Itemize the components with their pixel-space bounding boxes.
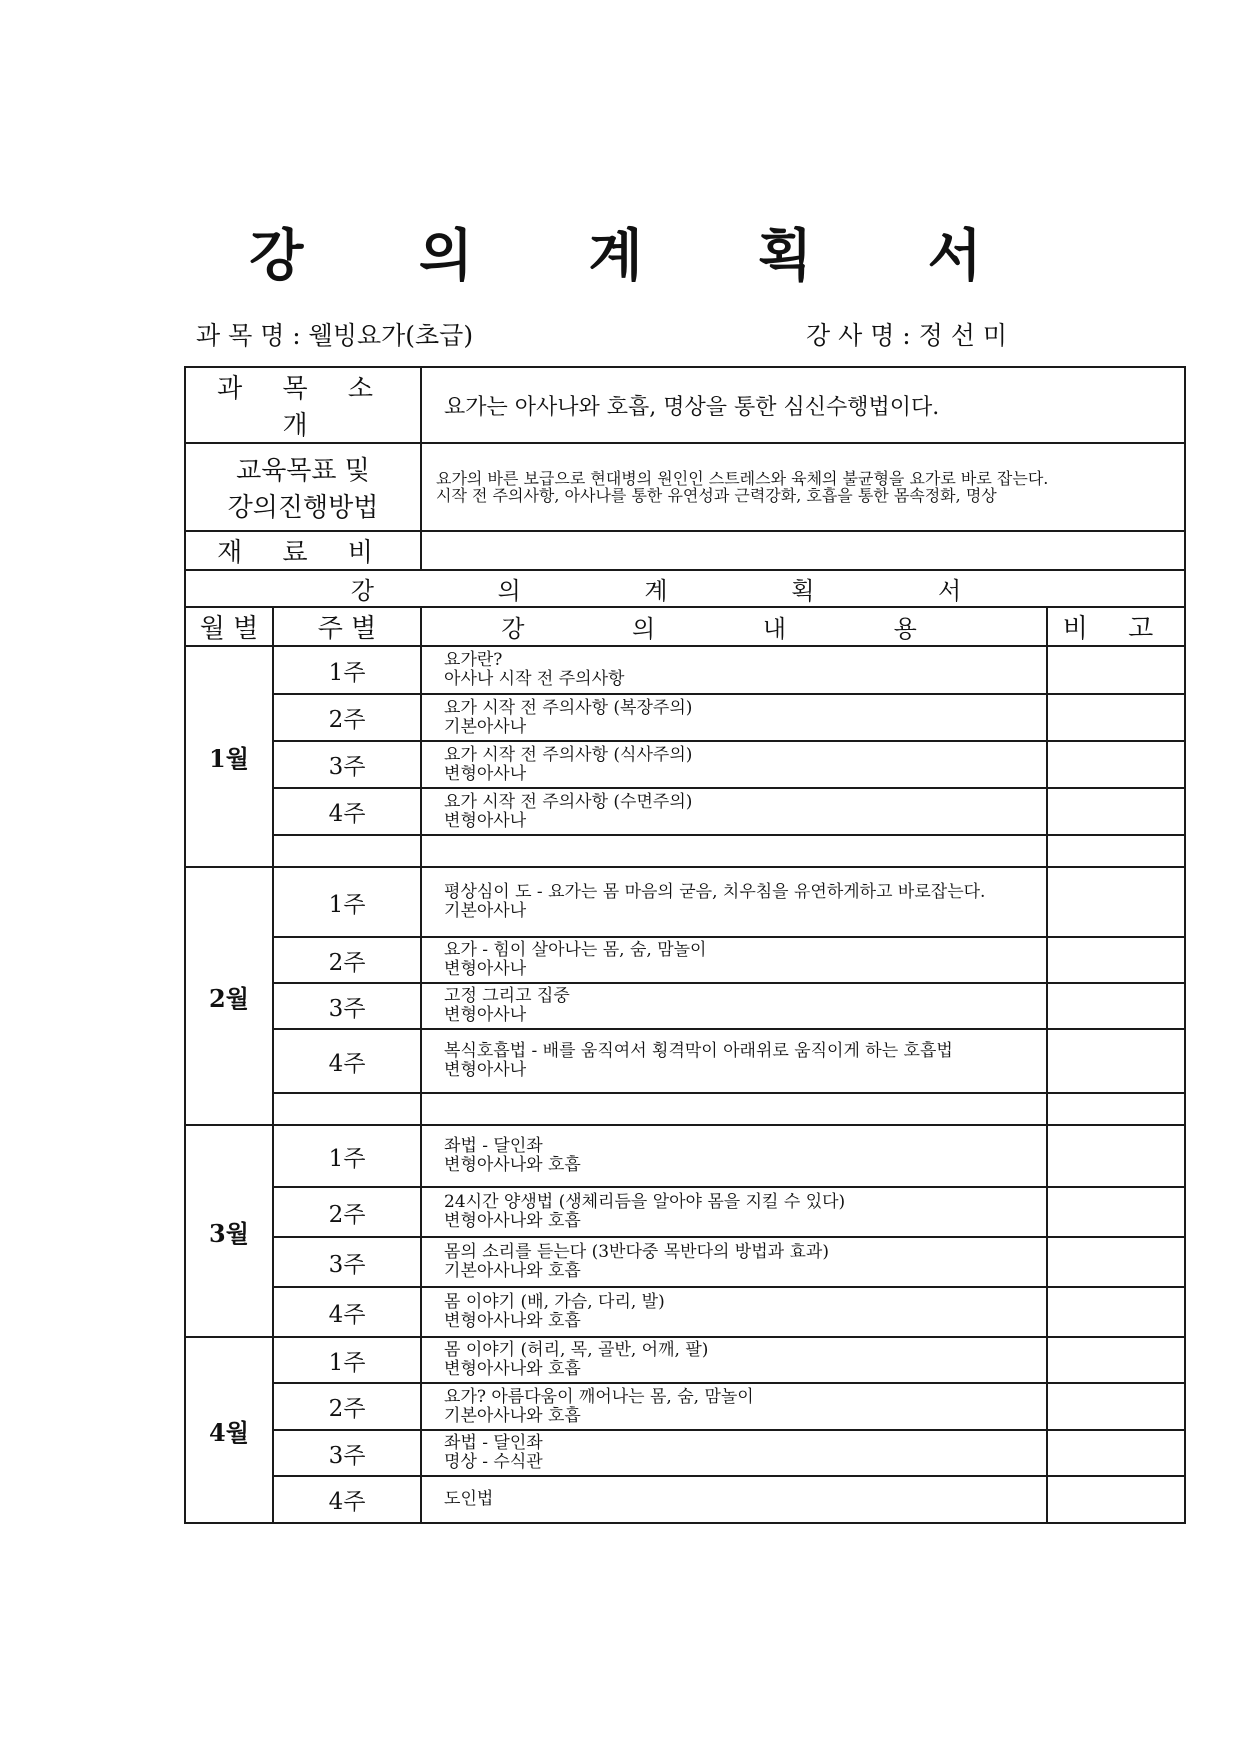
week-cell: 1주 [273, 1337, 421, 1383]
table-row [185, 983, 1185, 1029]
content-line: 변형아사나 [444, 959, 527, 979]
note-cell [1047, 741, 1185, 788]
content-line: 아사나 시작 전 주의사항 [444, 669, 625, 689]
table-row [185, 646, 1185, 694]
intro-row [185, 367, 1185, 443]
objectives-line: 요가의 바른 보급으로 현대병의 원인인 스트레스와 육체의 불균형을 요가로 바로 잡는다. [436, 469, 1049, 488]
content-cell [421, 867, 1047, 937]
note-cell [1047, 1287, 1185, 1337]
content-line: 도인법 [444, 1489, 494, 1509]
content-line: 변형아사나 [444, 1060, 527, 1080]
content-cell [421, 646, 1047, 694]
content-cell [421, 788, 1047, 835]
month-header: 월 별 [185, 607, 273, 646]
content-cell [421, 1237, 1047, 1287]
blank-row [185, 1093, 1185, 1125]
month-cell: 2월 [185, 867, 273, 1125]
content-line: 24시간 양생법 (생체리듬을 알아야 몸을 지킬 수 있다) [444, 1192, 846, 1212]
empty-cell [1047, 1093, 1185, 1125]
content-line: 변형아사나 [444, 1005, 527, 1025]
objectives-value [421, 443, 1185, 531]
subject-label: 과 목 명 : [196, 321, 309, 350]
document-title: 강 의 계 획 서 [249, 223, 1030, 289]
content-line: 기본아사나와 호흡 [444, 1405, 581, 1426]
content-cell [421, 1287, 1047, 1337]
empty-cell [273, 835, 421, 867]
intro-value: 요가는 아사나와 호흡, 명상을 통한 심신수행법이다. [421, 367, 1185, 443]
week-cell: 4주 [273, 788, 421, 835]
table-row [185, 937, 1185, 983]
table-row [185, 1430, 1185, 1476]
week-cell: 2주 [273, 1187, 421, 1237]
content-line: 좌법 - 달인좌 [444, 1433, 543, 1453]
week-cell: 1주 [273, 1125, 421, 1187]
content-line: 몸 이야기 (허리, 목, 골반, 어깨, 팔) [444, 1340, 709, 1360]
week-cell: 1주 [273, 646, 421, 694]
instructor-line [806, 316, 1007, 352]
content-line: 변형아사나 [444, 763, 527, 784]
instructor-label: 강 사 명 : [806, 321, 919, 350]
content-line: 요가 - 힘이 살아나는 몸, 숨, 맘놀이 [444, 940, 707, 960]
note-cell [1047, 937, 1185, 983]
week-cell: 4주 [273, 1476, 421, 1523]
subject-line [196, 316, 473, 352]
material-row [185, 531, 1185, 570]
note-cell [1047, 1125, 1185, 1187]
note-cell [1047, 694, 1185, 741]
note-cell [1047, 867, 1185, 937]
objectives-label [185, 443, 421, 531]
table-row [185, 741, 1185, 788]
week-cell: 4주 [273, 1029, 421, 1093]
note-cell [1047, 1029, 1185, 1093]
week-cell: 3주 [273, 741, 421, 788]
week-cell: 3주 [273, 1237, 421, 1287]
empty-cell [421, 1093, 1047, 1125]
note-cell [1047, 1383, 1185, 1430]
week-cell: 4주 [273, 1287, 421, 1337]
note-cell [1047, 1476, 1185, 1523]
blank-row [185, 835, 1185, 867]
table-row [185, 788, 1185, 835]
content-header: 강 의 내 용 [421, 607, 1047, 646]
content-line: 기본아사나 [444, 716, 527, 737]
table-row [185, 1237, 1185, 1287]
week-cell: 3주 [273, 1430, 421, 1476]
content-line: 요가란? [444, 650, 503, 670]
content-line: 몸 이야기 (배, 가슴, 다리, 발) [444, 1292, 665, 1312]
content-line: 좌법 - 달인좌 [444, 1136, 543, 1156]
month-cell: 1월 [185, 646, 273, 867]
content-cell [421, 1125, 1047, 1187]
content-line: 변형아사나와 호흡 [444, 1359, 581, 1379]
note-cell [1047, 1187, 1185, 1237]
note-cell [1047, 1337, 1185, 1383]
column-header-row [185, 607, 1185, 646]
content-line: 요가 시작 전 주의사항 (식사주의) [444, 744, 693, 765]
content-line: 기본아사나 [444, 901, 527, 921]
table-row [185, 867, 1185, 937]
week-cell: 2주 [273, 694, 421, 741]
schedule-body [185, 646, 1185, 1523]
table-row [185, 1337, 1185, 1383]
content-line: 평상심이 도 - 요가는 몸 마음의 굳음, 치우침을 유연하게하고 바로잡는다. [444, 882, 986, 902]
content-line: 변형아사나와 호흡 [444, 1211, 581, 1231]
content-cell [421, 1187, 1047, 1237]
note-cell [1047, 983, 1185, 1029]
content-line: 복식호흡법 - 배를 움직여서 횡격막이 아래위로 움직이게 하는 호흡법 [444, 1041, 953, 1061]
table-row [185, 1187, 1185, 1237]
content-cell [421, 694, 1047, 741]
week-header: 주 별 [273, 607, 421, 646]
content-line: 명상 - 수식관 [444, 1452, 543, 1472]
content-line: 몸의 소리를 듣는다 (3반다중 목반다의 방법과 효과) [444, 1242, 829, 1262]
content-line: 고정 그리고 집중 [444, 986, 570, 1006]
content-cell [421, 1337, 1047, 1383]
content-cell [421, 1029, 1047, 1093]
content-cell [421, 1383, 1047, 1430]
table-row [185, 1476, 1185, 1523]
content-cell [421, 741, 1047, 788]
empty-cell [421, 835, 1047, 867]
objectives-label-line2: 강의진행방법 [227, 493, 379, 523]
content-cell [421, 983, 1047, 1029]
objectives-line: 시작 전 주의사항, 아사나를 통한 유연성과 근력강화, 호흡을 통한 몸속정화, 명상 [436, 486, 997, 505]
month-cell: 4월 [185, 1337, 273, 1523]
table-row [185, 694, 1185, 741]
content-cell [421, 1430, 1047, 1476]
objectives-label-line1: 교육목표 및 [236, 456, 370, 486]
content-line: 요가 시작 전 주의사항 (수면주의) [444, 791, 693, 812]
content-line: 변형아사나 [444, 810, 527, 831]
note-cell [1047, 1430, 1185, 1476]
month-cell: 3월 [185, 1125, 273, 1337]
objectives-row [185, 443, 1185, 531]
material-value [421, 531, 1185, 570]
table-row [185, 1029, 1185, 1093]
subject-name: 웰빙요가(초급) [308, 321, 474, 350]
content-line: 변형아사나와 호흡 [444, 1311, 581, 1331]
empty-cell [1047, 835, 1185, 867]
week-cell: 2주 [273, 1383, 421, 1430]
week-cell: 3주 [273, 983, 421, 1029]
content-cell [421, 937, 1047, 983]
section-title-row [185, 570, 1185, 607]
material-label: 재 료 비 [185, 531, 421, 570]
section-title: 강 의 계 획 서 [185, 570, 1185, 607]
table-row [185, 1287, 1185, 1337]
content-cell [421, 1476, 1047, 1523]
note-cell [1047, 788, 1185, 835]
week-cell: 2주 [273, 937, 421, 983]
instructor-name: 정 선 미 [918, 321, 1008, 350]
table-row [185, 1383, 1185, 1430]
content-line: 기본아사나와 호흡 [444, 1261, 581, 1281]
note-cell [1047, 1237, 1185, 1287]
content-line: 요가 시작 전 주의사항 (복장주의) [444, 697, 693, 718]
content-line: 요가? 아름다움이 깨어나는 몸, 숨, 맘놀이 [444, 1386, 754, 1407]
table-row [185, 1125, 1185, 1187]
lecture-plan-table [184, 366, 1186, 1524]
content-line: 변형아사나와 호흡 [444, 1155, 581, 1175]
intro-label: 과 목 소 개 [185, 367, 421, 443]
note-header: 비 고 [1047, 607, 1185, 646]
empty-cell [273, 1093, 421, 1125]
note-cell [1047, 646, 1185, 694]
week-cell: 1주 [273, 867, 421, 937]
